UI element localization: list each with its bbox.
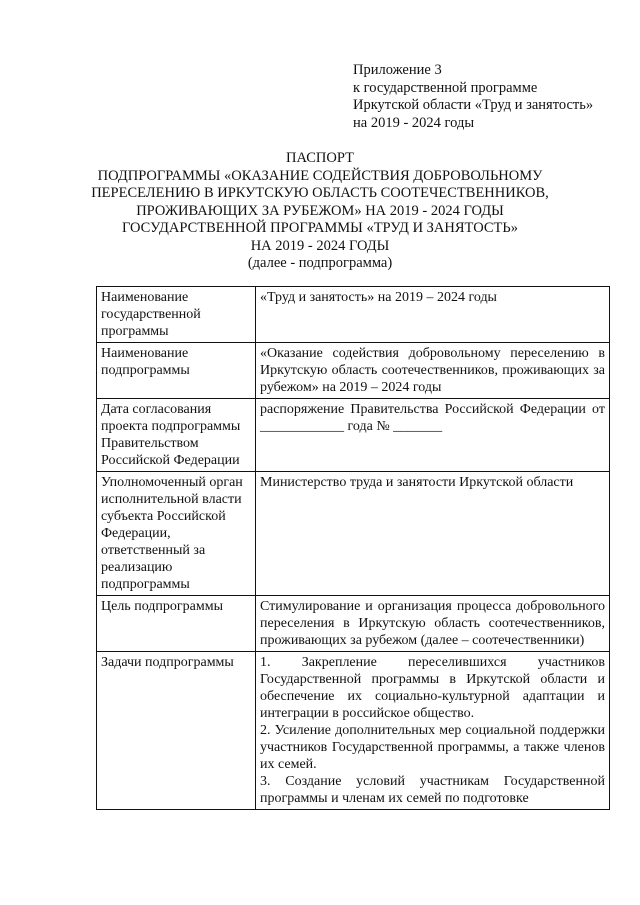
task-item: 1. Закрепление переселившихся участников Государственной программы в Иркутской области и обеспечение их социально-культурной адаптации и интеграции в российское общество. — [260, 655, 605, 721]
row-label: Наименование подпрограммы — [97, 343, 256, 399]
appendix-line: к государственной программе — [353, 79, 538, 96]
title-line: НА 2019 - 2024 ГОДЫ — [250, 237, 390, 254]
row-label: Наименование государственной программы — [97, 287, 256, 343]
row-value: Министерство труда и занятости Иркутской области — [256, 472, 610, 596]
title-line: ПЕРЕСЕЛЕНИЮ В ИРКУТСКУЮ ОБЛАСТЬ СООТЕЧЕСТВЕННИКОВ, — [91, 185, 549, 201]
row-label: Цель подпрограммы — [97, 596, 256, 652]
row-label: Дата согласования проекта подпрограммы Правительством Российской Федерации — [97, 399, 256, 472]
title-line: ПРОЖИВАЮЩИХ ЗА РУБЕЖОМ» НА 2019 - 2024 ГОДЫ — [136, 202, 504, 219]
tasks-list — [256, 652, 610, 810]
task-item: 3. Создание условий участникам Государственной программы и членам их семей по подготовке — [260, 774, 605, 806]
table-row — [97, 287, 610, 343]
document-title — [80, 150, 560, 273]
row-value: Стимулирование и организация процесса добровольного переселения в Иркутскую область соотечественников, проживающих за рубежом (далее – соотечественники) — [256, 596, 610, 652]
table-row — [97, 652, 610, 810]
row-label: Уполномоченный орган исполнительной власти субъекта Российской Федерации, ответственный за реализацию подпрограммы — [97, 472, 256, 596]
task-item: 2. Усиление дополнительных мер социальной поддержки участников Государственной программы, а также членов их семей. — [260, 723, 605, 772]
row-value: «Оказание содействия добровольному переселению в Иркутскую область соотечественников, проживающих за рубежом» на 2019 – 2024 годы — [256, 343, 610, 399]
table-row — [97, 596, 610, 652]
table-row — [97, 472, 610, 596]
row-value: распоряжение Правительства Российской Федерации от ____________ года № _______ — [256, 399, 610, 472]
appendix-line: Приложение 3 — [353, 62, 442, 78]
title-line: (далее - подпрограмма) — [247, 255, 393, 271]
title-line: ГОСУДАРСТВЕННОЙ ПРОГРАММЫ «ТРУД И ЗАНЯТОСТЬ» — [122, 220, 518, 236]
appendix-line: на 2019 - 2024 годы — [353, 114, 475, 131]
row-value: «Труд и занятость» на 2019 – 2024 годы — [256, 287, 610, 343]
appendix-header — [353, 62, 593, 132]
title-line: ПОДПРОГРАММЫ «ОКАЗАНИЕ СОДЕЙСТВИЯ ДОБРОВОЛЬНОМУ — [97, 167, 543, 184]
appendix-line: Иркутской области «Труд и занятость» — [353, 97, 594, 113]
table-row — [97, 343, 610, 399]
passport-table — [96, 286, 610, 810]
table-row — [97, 399, 610, 472]
title-line: ПАСПОРТ — [286, 150, 354, 166]
row-label: Задачи подпрограммы — [97, 652, 256, 810]
